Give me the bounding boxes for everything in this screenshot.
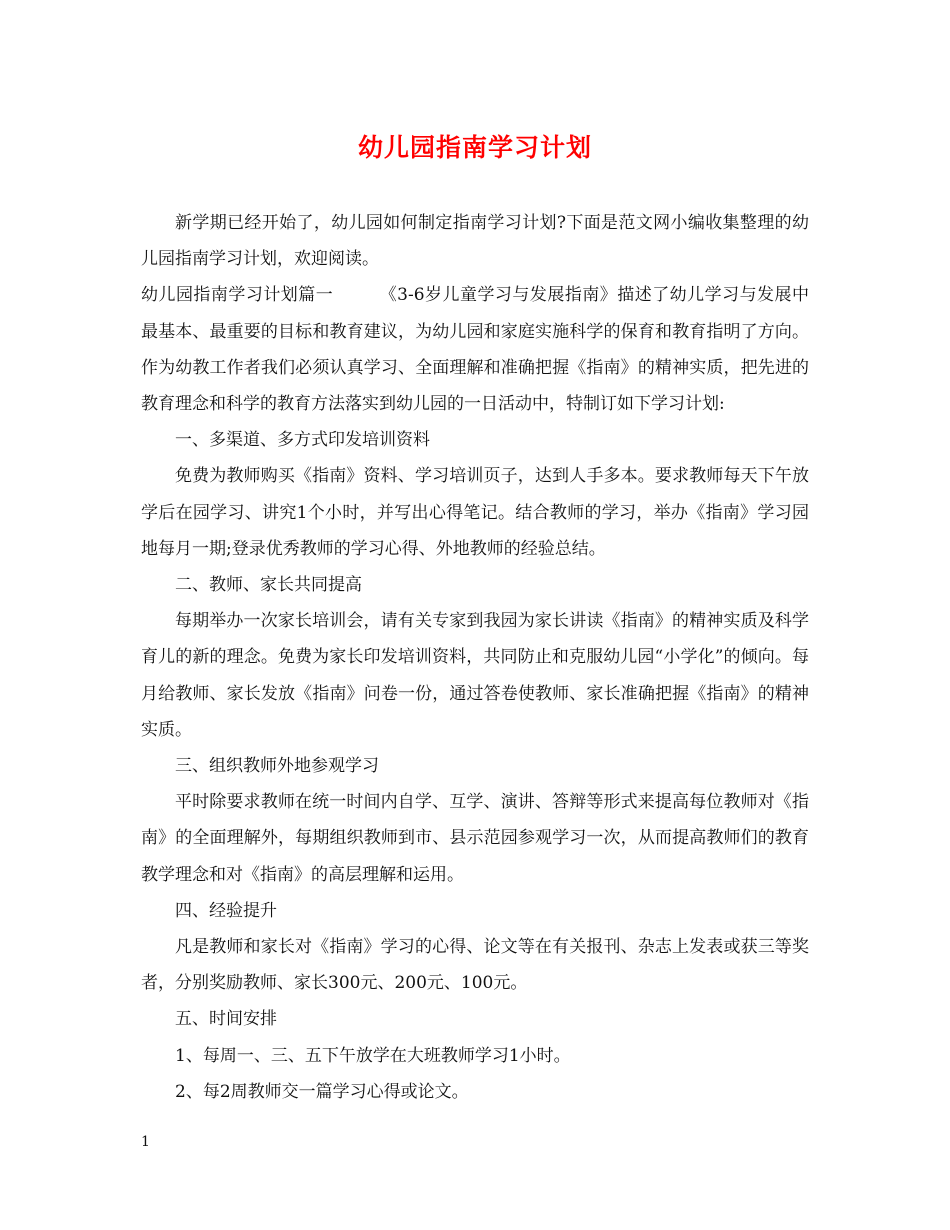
paragraph-1: 免费为教师购买《指南》资料、学习培训页子，达到人手多本。要求教师每天下午放学后在园学习、讲究1个小时，并写出心得笔记。结合教师的学习，举办《指南》学习园地每月一期;登录优秀教师的学习心得、外地教师的经验总结。 — [141, 466, 809, 559]
paragraph-2: 每期举办一次家长培训会，请有关专家到我园为家长讲读《指南》的精神实质及科学育儿的新的理念。免费为家长印发培训资料，共同防止和克服幼儿园“小学化”的倾向。每月给教师、家长发放《指南》问卷一份，通过答卷使教师、家长准确把握《指南》的精神实质。 — [141, 611, 809, 740]
section-first-text: 《3-6岁儿童学习与发展指南》描述了幼儿学习与发展中最基本、最重要的目标和教育建议，为幼儿园和家庭实施科学的保育和教育指明了方向。作为幼教工作者我们必须认真学习、全面理解和准确把握《指南》的精神实质，把先进的教育理念和科学的教育方法落实到幼儿园的一日活动中，特制订如下学习计划: — [141, 285, 810, 415]
paragraph-3: 平时除要求教师在统一时间内自学、互学、演讲、答辩等形式来提高每位教师对《指南》的全面理解外，每期组织教师到市、县示范园参观学习一次，从而提高教师们的教育教学理念和对《指南》的高层理解和运用。 — [141, 792, 809, 885]
heading-4: 四、经验提升 — [175, 900, 277, 921]
page-number: 1 — [141, 1134, 150, 1150]
paragraph-4: 凡是教师和家长对《指南》学习的心得、论文等在有关报刊、杂志上发表或获三等奖者，分别奖励教师、家长300元、200元、100元。 — [141, 937, 809, 994]
schedule-item-1: 1、每周一、三、五下午放学在大班教师学习1小时。 — [175, 1045, 571, 1066]
document-body — [141, 205, 809, 1110]
heading-1: 一、多渠道、多方式印发培训资料 — [175, 430, 430, 451]
heading-2: 二、教师、家长共同提高 — [175, 575, 362, 596]
heading-3: 三、组织教师外地参观学习 — [175, 756, 379, 777]
section-label: 幼儿园指南学习计划篇一 — [141, 285, 334, 306]
intro-paragraph: 新学期已经开始了，幼儿园如何制定指南学习计划?下面是范文网小编收集整理的幼儿园指南学习计划，欢迎阅读。 — [141, 213, 809, 270]
heading-5: 五、时间安排 — [175, 1009, 277, 1030]
document-title: 幼儿园指南学习计划 — [357, 133, 592, 162]
schedule-item-2: 2、每2周教师交一篇学习心得或论文。 — [175, 1081, 469, 1102]
section-first-paragraph — [141, 277, 809, 422]
